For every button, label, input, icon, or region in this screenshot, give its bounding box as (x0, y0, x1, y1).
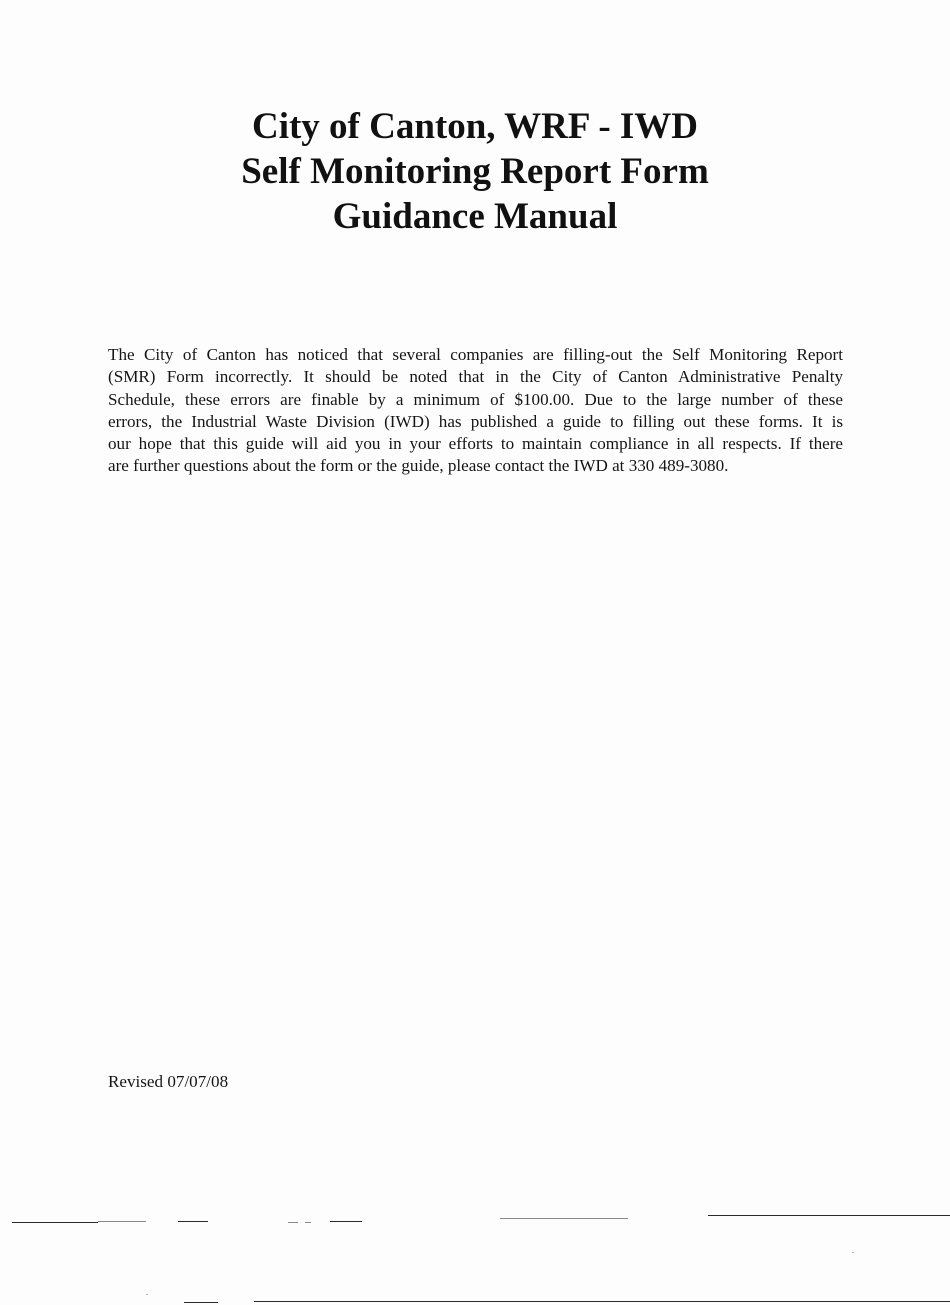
intro-line-1: The City of Canton has noticed that several companies are filling-out the Self Monitoring Report (108, 345, 843, 364)
intro-line-4: errors, the Industrial Waste Division (IWD) has published a guide to filling out these forms. It is (108, 411, 843, 431)
title-line-3: Guidance Manual (332, 196, 618, 237)
scan-speck (852, 1252, 854, 1253)
scan-artifact-line (288, 1222, 298, 1223)
intro-line-3: Schedule, these errors are finable by a minimum of $100.00. Due to the large number of these (108, 389, 843, 409)
intro-line-5: our hope that this guide will aid you in your efforts to maintain compliance in all respects. If there (108, 434, 843, 454)
scan-speck (146, 1294, 148, 1295)
document-title (0, 104, 950, 239)
intro-line-2: (SMR) Form incorrectly. It should be noted that in the City of Canton Administrative Penalty (108, 367, 843, 387)
scan-artifact-line (12, 1222, 98, 1223)
intro-paragraph (108, 344, 843, 478)
scan-artifact-line (184, 1302, 218, 1303)
scan-artifact-line (330, 1221, 362, 1222)
scan-artifact-line (254, 1301, 950, 1302)
scan-artifact-line (98, 1221, 146, 1222)
title-line-1: City of Canton, WRF - IWD (251, 106, 699, 147)
scan-artifact-line (305, 1222, 311, 1223)
scan-artifact-line (178, 1221, 208, 1222)
revision-date: Revised 07/07/08 (108, 1072, 229, 1091)
scan-artifact-line (500, 1218, 628, 1219)
scan-artifact-line (708, 1215, 950, 1216)
title-line-2: Self Monitoring Report Form (241, 151, 709, 192)
intro-line-6: are further questions about the form or the guide, please contact the IWD at 330 489-3080. (108, 456, 729, 476)
